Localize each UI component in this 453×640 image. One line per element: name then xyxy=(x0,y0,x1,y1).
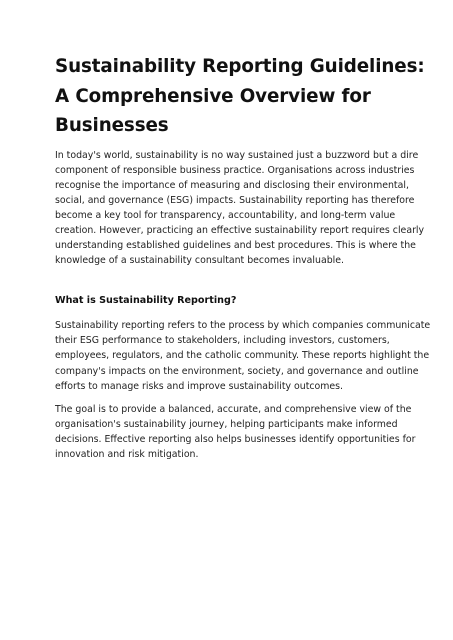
section-heading: What is Sustainability Reporting? xyxy=(55,295,237,307)
text-line: knowledge of a sustainability consultant becomes invaluable. xyxy=(55,255,345,267)
title-line: Sustainability Reporting Guidelines: xyxy=(55,56,425,77)
section-paragraph-1 xyxy=(55,318,431,393)
text-line: social, and governance (ESG) impacts. Sustainability reporting has therefore xyxy=(55,194,415,206)
text-line: Sustainability reporting refers to the process by which companies communicate xyxy=(55,320,431,332)
text-line: become a key tool for transparency, accountability, and long-term value xyxy=(55,209,396,221)
title-line: Businesses xyxy=(55,115,169,136)
text-line: organisation's sustainability journey, helping participants make informed xyxy=(55,418,398,430)
text-line: company's impacts on the environment, society, and governance and outline xyxy=(55,365,419,377)
text-line: In today's world, sustainability is no way sustained just a buzzword but a dire xyxy=(55,149,419,161)
title-line: A Comprehensive Overview for xyxy=(55,85,371,107)
text-line: employees, regulators, and the catholic community. These reports highlight the xyxy=(55,350,430,362)
text-line: decisions. Effective reporting also helps businesses identify opportunities for xyxy=(55,433,416,445)
text-line: innovation and risk mitigation. xyxy=(55,449,199,460)
document-title xyxy=(55,52,425,141)
text-line: understanding established guidelines and best procedures. This is where the xyxy=(55,240,416,252)
section-paragraph-2 xyxy=(55,402,416,462)
intro-paragraph xyxy=(55,148,425,269)
text-line: component of responsible business practice. Organisations across industries xyxy=(55,164,415,176)
text-line: The goal is to provide a balanced, accurate, and comprehensive view of the xyxy=(55,403,412,415)
text-line: creation. However, practicing an effective sustainability report requires clearly xyxy=(55,224,425,236)
document-page xyxy=(55,52,431,462)
text-line: efforts to manage risks and improve sustainability outcomes. xyxy=(55,380,344,392)
text-line: their ESG performance to stakeholders, including investors, customers, xyxy=(55,335,390,347)
text-line: recognise the importance of measuring and disclosing their environmental, xyxy=(55,179,409,191)
